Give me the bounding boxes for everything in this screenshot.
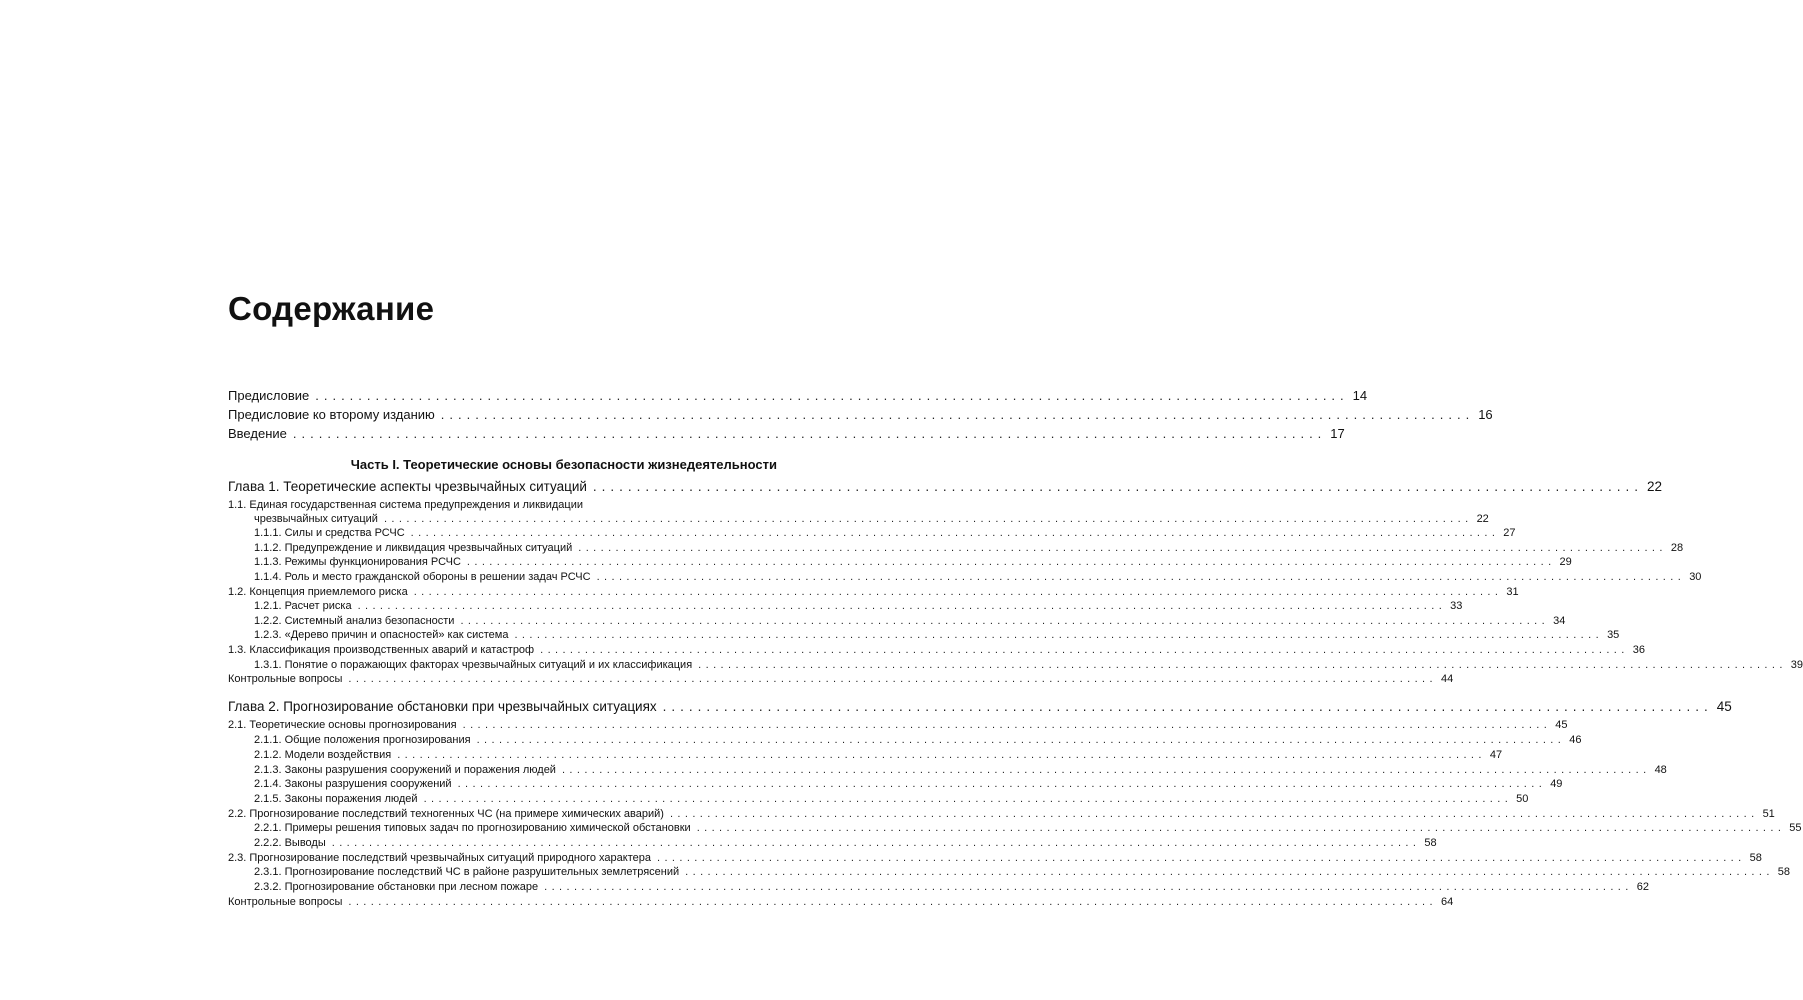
toc-entry-label: Глава 1. Теоретические аспекты чрезвычайных ситуаций bbox=[228, 479, 587, 494]
leader-dots: .................................................................................................................................................. bbox=[348, 896, 1437, 908]
toc-entry-label: Контрольные вопросы bbox=[228, 896, 343, 908]
leader-dots: ........................................................................................................................ bbox=[592, 479, 1643, 494]
toc-entry-preface bbox=[228, 387, 1368, 405]
toc-entry-label: Введение bbox=[228, 426, 287, 441]
toc-entry-label: 2.1.5. Законы поражения людей bbox=[254, 793, 418, 805]
toc-entry-label: 2.1.1. Общие положения прогнозирования bbox=[254, 734, 471, 746]
toc-entry-label: 1.2.1. Расчет риска bbox=[254, 600, 352, 612]
toc-entry-label: 2.1. Теоретические основы прогнозирования bbox=[228, 719, 457, 731]
toc-entry-page: 22 bbox=[1647, 479, 1663, 494]
toc-entry-label: 1.2.3. «Дерево причин и опасностей» как система bbox=[254, 629, 509, 641]
toc-entry-page: 50 bbox=[1516, 793, 1529, 805]
toc-entry-label: Предисловие ко второму изданию bbox=[228, 407, 435, 422]
toc-entry-page: 48 bbox=[1654, 764, 1667, 776]
leader-dots: ........................................................................................................................ bbox=[440, 407, 1475, 422]
toc-entry-label: 1.3.1. Понятие о поражающих факторах чрезвычайных ситуаций и их классификация bbox=[254, 659, 693, 671]
leader-dots: .................................................................................................................................................. bbox=[397, 749, 1486, 761]
leader-dots: .................................................................................................................................................. bbox=[410, 527, 1500, 539]
toc-entry-label: 1.1.2. Предупреждение и ликвидация чрезвычайных ситуаций bbox=[254, 542, 573, 554]
leader-dots: .................................................................................................................................................. bbox=[578, 542, 1667, 554]
toc-entry-page: 34 bbox=[1553, 615, 1566, 627]
toc-entry-page: 47 bbox=[1489, 749, 1503, 761]
leader-dots: .................................................................................................................................................. bbox=[669, 808, 1759, 820]
table-of-contents bbox=[228, 0, 1803, 1000]
toc-subsection-2-1-4 bbox=[228, 777, 1563, 791]
toc-entry-label: 2.3. Прогнозирование последствий чрезвычайных ситуаций природного характера bbox=[228, 852, 651, 864]
toc-subsection-2-1-3 bbox=[228, 763, 1667, 777]
leader-dots: .................................................................................................................................................. bbox=[540, 644, 1629, 656]
leader-dots: .................................................................................................................................................. bbox=[457, 778, 1547, 790]
toc-entry-page: 49 bbox=[1550, 778, 1563, 790]
toc-entry-page: 45 bbox=[1555, 719, 1568, 731]
toc-entry-label: Глава 2. Прогнозирование обстановки при чрезвычайных ситуациях bbox=[228, 699, 657, 714]
toc-entry-page: 39 bbox=[1790, 659, 1803, 671]
toc-entry-label: Контрольные вопросы bbox=[228, 673, 343, 685]
toc-section-1-1 bbox=[228, 512, 1489, 526]
toc-subsection-2-1-2 bbox=[228, 748, 1503, 762]
leader-dots: .................................................................................................................................................. bbox=[460, 615, 1550, 627]
toc-entry-page: 31 bbox=[1506, 586, 1519, 598]
toc-subsection-2-2-2 bbox=[228, 836, 1437, 850]
toc-entry-page: 58 bbox=[1424, 837, 1437, 849]
toc-entry-page: 17 bbox=[1330, 426, 1345, 441]
toc-entry-label: чрезвычайных ситуаций bbox=[254, 513, 378, 525]
leader-dots: .................................................................................................................................................. bbox=[685, 866, 1774, 878]
leader-dots: .................................................................................................................................................. bbox=[357, 600, 1447, 612]
leader-dots: .................................................................................................................................................. bbox=[544, 881, 1633, 893]
toc-entry-page: 55 bbox=[1789, 822, 1802, 834]
toc-section-2-3 bbox=[228, 851, 1762, 865]
toc-entry-label: 2.1.2. Модели воздействия bbox=[254, 749, 392, 761]
toc-subsection-2-3-1 bbox=[228, 865, 1791, 879]
toc-entry-page: 30 bbox=[1689, 571, 1702, 583]
leader-dots: .................................................................................................................................................. bbox=[423, 793, 1513, 805]
leader-dots: .................................................................................................................................................. bbox=[413, 586, 1503, 598]
toc-entry-label: 2.2. Прогнозирование последствий техногенных ЧС (на примере химических аварий) bbox=[228, 808, 664, 820]
toc-entry-label: 2.3.1. Прогнозирование последствий ЧС в районе разрушительных землетрясений bbox=[254, 866, 680, 878]
leader-dots: .................................................................................................................................................. bbox=[657, 852, 1746, 864]
toc-questions-1 bbox=[228, 672, 1454, 686]
toc-entry-page: 16 bbox=[1478, 407, 1493, 422]
leader-dots: .................................................................................................................................................. bbox=[514, 629, 1604, 641]
leader-dots: .................................................................................................................................................. bbox=[476, 734, 1566, 746]
leader-dots: .................................................................................................................................................. bbox=[348, 673, 1437, 685]
toc-entry-label: 1.3. Классификация производственных аварий и катастроф bbox=[228, 644, 535, 656]
toc-entry-label: Предисловие bbox=[228, 388, 310, 403]
toc-entry-label: 1.2. Концепция приемлемого риска bbox=[228, 586, 408, 598]
toc-entry-page: 44 bbox=[1440, 673, 1454, 685]
toc-subsection-1-3-1 bbox=[228, 658, 1803, 672]
leader-dots: .................................................................................................................................................. bbox=[696, 822, 1786, 834]
toc-subsection-1-2-3 bbox=[228, 628, 1620, 642]
toc-entry-label: 2.2.2. Выводы bbox=[254, 837, 326, 849]
toc-entry-label: 2.2.1. Примеры решения типовых задач по прогнозированию химической обстановки bbox=[254, 822, 691, 834]
toc-subsection-2-3-2 bbox=[228, 880, 1649, 894]
leader-dots: .................................................................................................................................................. bbox=[462, 719, 1552, 731]
toc-entry-page: 33 bbox=[1450, 600, 1463, 612]
toc-entry-page: 45 bbox=[1716, 699, 1732, 714]
leader-dots: ........................................................................................................................ bbox=[292, 426, 1327, 441]
toc-subsection-2-1-1 bbox=[228, 733, 1582, 747]
toc-subsection-1-1-3 bbox=[228, 555, 1572, 569]
toc-chapter-2 bbox=[228, 698, 1732, 716]
toc-entry-page: 35 bbox=[1607, 629, 1620, 641]
toc-entry-label: 1.1.3. Режимы функционирования РСЧС bbox=[254, 556, 461, 568]
leader-dots: .................................................................................................................................................. bbox=[596, 571, 1686, 583]
leader-dots: .................................................................................................................................................. bbox=[331, 837, 1421, 849]
toc-entry-page: 14 bbox=[1352, 388, 1368, 403]
leader-dots: .................................................................................................................................................. bbox=[383, 513, 1473, 525]
toc-entry-page: 62 bbox=[1636, 881, 1649, 893]
toc-entry-label: 2.3.2. Прогнозирование обстановки при лесном пожаре bbox=[254, 881, 539, 893]
toc-entry-page: 27 bbox=[1503, 527, 1516, 539]
part-heading: Часть I. Теоретические основы безопасности жизнедеятельности bbox=[350, 457, 777, 472]
toc-entry-label: 1.2.2. Системный анализ безопасности bbox=[254, 615, 455, 627]
leader-dots: ........................................................................................................................ bbox=[315, 388, 1349, 403]
toc-entry-page: 36 bbox=[1632, 644, 1645, 656]
toc-entry-page: 58 bbox=[1777, 866, 1791, 878]
toc-entry-page: 29 bbox=[1559, 556, 1572, 568]
toc-chapter-1 bbox=[228, 478, 1663, 496]
toc-entry-label: 1.1.1. Силы и средства РСЧС bbox=[254, 527, 405, 539]
toc-subsection-1-2-1 bbox=[228, 599, 1463, 613]
toc-entry-page: 64 bbox=[1440, 896, 1454, 908]
toc-entry-page: 28 bbox=[1670, 542, 1684, 554]
toc-subsection-1-2-2 bbox=[228, 614, 1566, 628]
leader-dots: .................................................................................................................................................. bbox=[698, 659, 1787, 671]
toc-section-2-1 bbox=[228, 718, 1568, 732]
leader-dots: ........................................................................................................................ bbox=[662, 699, 1713, 714]
toc-section-1-1-line1: 1.1. Единая государственная система предупреждения и ликвидации bbox=[228, 499, 584, 511]
toc-section-1-2 bbox=[228, 585, 1519, 599]
toc-entry-page: 58 bbox=[1749, 852, 1762, 864]
toc-subsection-2-2-1 bbox=[228, 821, 1802, 835]
toc-entry-label: 2.1.3. Законы разрушения сооружений и поражения людей bbox=[254, 764, 556, 776]
toc-subsection-1-1-4 bbox=[228, 570, 1702, 584]
toc-entry-page: 46 bbox=[1569, 734, 1582, 746]
page-title: Содержание bbox=[228, 290, 435, 327]
toc-subsection-1-1-1 bbox=[228, 526, 1516, 540]
toc-section-2-2 bbox=[228, 807, 1775, 821]
toc-questions-2 bbox=[228, 895, 1454, 909]
toc-entry-preface-second bbox=[228, 406, 1493, 424]
toc-entry-introduction bbox=[228, 425, 1345, 443]
toc-subsection-1-1-2 bbox=[228, 541, 1684, 555]
toc-entry-page: 51 bbox=[1762, 808, 1775, 820]
toc-entry-label: 1.1.4. Роль и место гражданской обороны в решении задач РСЧС bbox=[254, 571, 591, 583]
leader-dots: .................................................................................................................................................. bbox=[466, 556, 1556, 568]
leader-dots: .................................................................................................................................................. bbox=[561, 764, 1651, 776]
toc-entry-label: 2.1.4. Законы разрушения сооружений bbox=[254, 778, 452, 790]
toc-entry-page: 22 bbox=[1476, 513, 1489, 525]
toc-subsection-2-1-5 bbox=[228, 792, 1529, 806]
toc-section-1-3 bbox=[228, 643, 1645, 657]
